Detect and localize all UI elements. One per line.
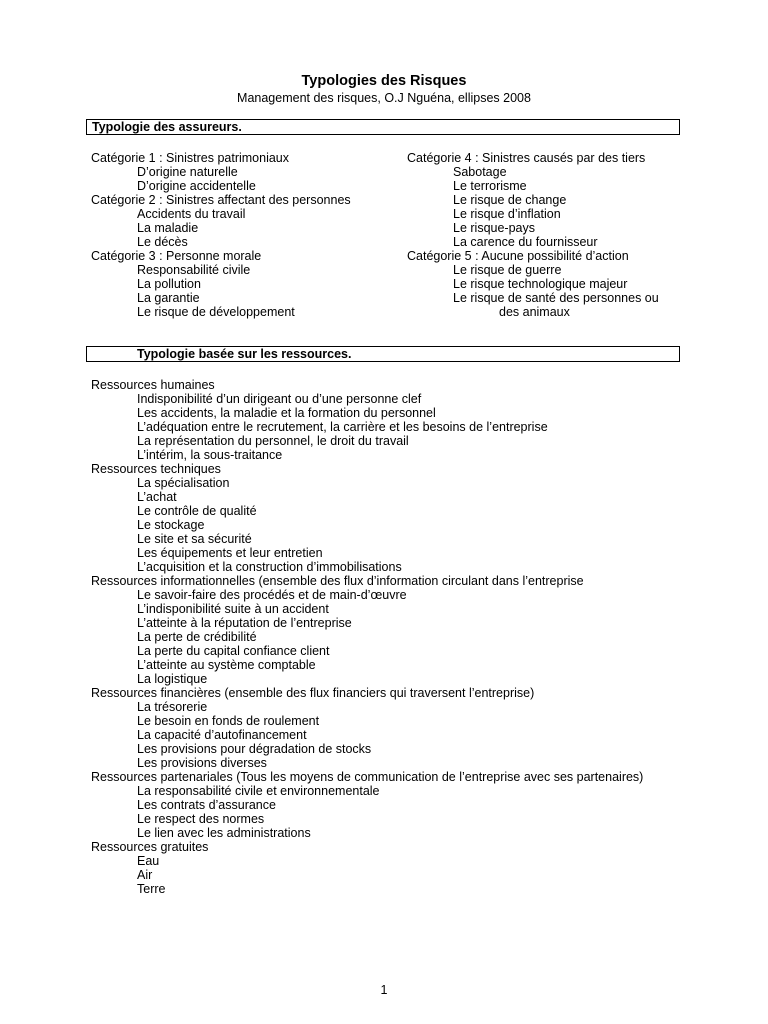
list-category: Catégorie 1 : Sinistres patrimoniaux	[91, 151, 290, 165]
list-item: La représentation du personnel, le droit du travail	[137, 434, 409, 448]
list-item: des animaux	[499, 305, 570, 319]
list-item: Le terrorisme	[453, 179, 527, 193]
page-title: Typologies des Risques	[301, 73, 467, 89]
list-item: Les accidents, la maladie et la formation du personnel	[137, 406, 436, 420]
list-item: L’atteinte à la réputation de l’entreprise	[137, 616, 352, 630]
list-item: L’acquisition et la construction d’immobilisations	[137, 560, 402, 574]
list-item: La carence du fournisseur	[453, 235, 598, 249]
list-category: Catégorie 4 : Sinistres causés par des tiers	[407, 151, 646, 165]
list-item: La spécialisation	[137, 476, 230, 490]
list-item: Le risque d’inflation	[453, 207, 561, 221]
list-item: Le respect des normes	[137, 812, 265, 826]
list-item: Le risque technologique majeur	[453, 277, 628, 291]
list-item: La perte du capital confiance client	[137, 644, 330, 658]
list-item: Le risque de change	[453, 193, 567, 207]
list-item: Le risque-pays	[453, 221, 535, 235]
list-item: Le besoin en fonds de roulement	[137, 714, 320, 728]
list-item: Le décès	[137, 235, 188, 249]
list-item: Sabotage	[453, 165, 507, 179]
list-item: Le savoir-faire des procédés et de main-d’œuvre	[137, 588, 407, 602]
list-item: La capacité d’autofinancement	[137, 728, 307, 742]
list-item: L’intérim, la sous-traitance	[137, 448, 283, 462]
list-category: Ressources informationnelles (ensemble des flux d’information circulant dans l’entreprise	[91, 574, 584, 588]
list-item: L’achat	[137, 490, 177, 504]
list-item: La maladie	[137, 221, 199, 235]
ressources-list	[91, 378, 643, 896]
page-subtitle: Management des risques, O.J Nguéna, ellipses 2008	[237, 91, 531, 105]
list-item: Le risque de développement	[137, 305, 295, 319]
list-item: Le stockage	[137, 518, 205, 532]
section-heading-ressources: Typologie basée sur les ressources.	[86, 346, 680, 362]
list-category: Ressources gratuites	[91, 840, 209, 854]
section-heading-assureurs: Typologie des assureurs.	[86, 119, 680, 135]
list-item: L’indisponibilité suite à un accident	[137, 602, 329, 616]
list-item: Eau	[137, 854, 160, 868]
list-item: La pollution	[137, 277, 201, 291]
assureurs-left-column	[91, 151, 351, 319]
list-item: La logistique	[137, 672, 208, 686]
assureurs-right-column	[407, 151, 659, 319]
list-item: D’origine accidentelle	[137, 179, 256, 193]
list-item: Indisponibilité d’un dirigeant ou d’une personne clef	[137, 392, 422, 406]
list-item: Air	[137, 868, 153, 882]
list-item: Le site et sa sécurité	[137, 532, 252, 546]
list-item: Les contrats d’assurance	[137, 798, 276, 812]
list-item: La perte de crédibilité	[137, 630, 257, 644]
list-item: La garantie	[137, 291, 200, 305]
page-number: 1	[380, 983, 388, 997]
list-category: Ressources partenariales (Tous les moyens de communication de l’entreprise avec ses partenaires)	[91, 770, 644, 784]
list-item: L’adéquation entre le recrutement, la carrière et les besoins de l’entreprise	[137, 420, 548, 434]
list-category: Catégorie 3 : Personne morale	[91, 249, 262, 263]
list-item: Terre	[137, 882, 166, 896]
list-item: Les provisions diverses	[137, 756, 267, 770]
list-category: Ressources humaines	[91, 378, 215, 392]
list-item: Le risque de santé des personnes ou	[453, 291, 659, 305]
list-item: Les équipements et leur entretien	[137, 546, 323, 560]
list-item: La trésorerie	[137, 700, 208, 714]
list-item: L’atteinte au système comptable	[137, 658, 316, 672]
list-item: Les provisions pour dégradation de stocks	[137, 742, 372, 756]
list-category: Catégorie 2 : Sinistres affectant des personnes	[91, 193, 351, 207]
list-item: Responsabilité civile	[137, 263, 251, 277]
list-item: Le lien avec les administrations	[137, 826, 311, 840]
list-category: Ressources techniques	[91, 462, 221, 476]
list-item: La responsabilité civile et environnementale	[137, 784, 380, 798]
list-category: Ressources financières (ensemble des flux financiers qui traversent l’entreprise)	[91, 686, 535, 700]
list-item: Le risque de guerre	[453, 263, 562, 277]
list-item: Accidents du travail	[137, 207, 246, 221]
list-item: Le contrôle de qualité	[137, 504, 257, 518]
list-category: Catégorie 5 : Aucune possibilité d’action	[407, 249, 629, 263]
list-item: D’origine naturelle	[137, 165, 238, 179]
